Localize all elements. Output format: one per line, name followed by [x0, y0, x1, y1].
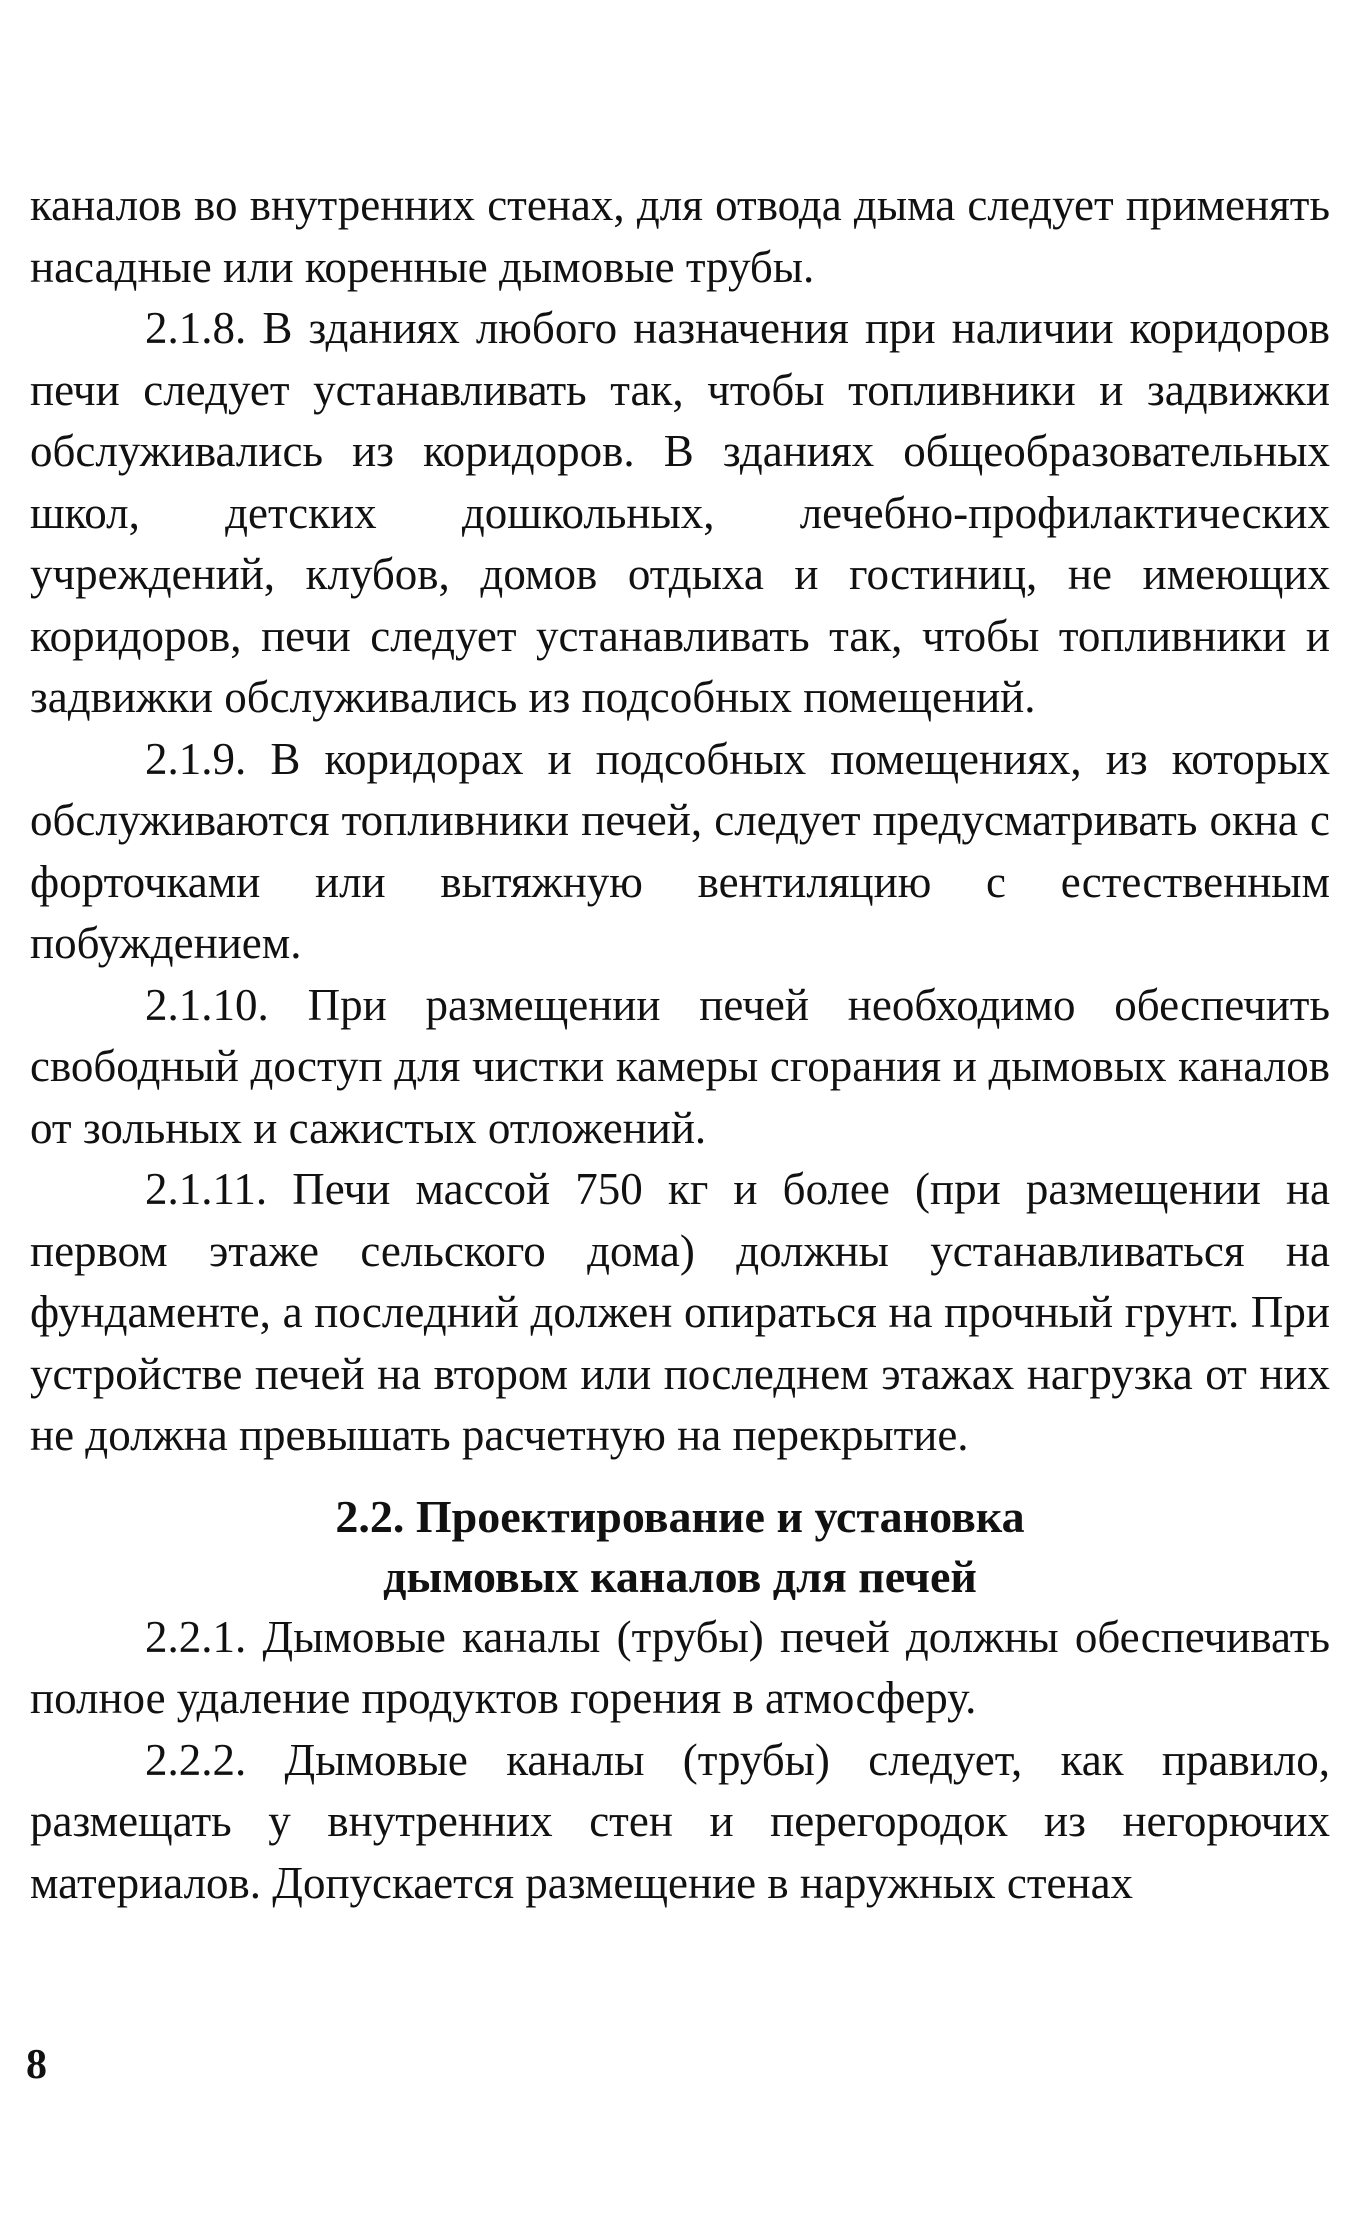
paragraph-2-1-10: 2.1.10. При размещении печей необходимо обеспечить свободный доступ для чистки камеры сгорания и дымовых каналов от зольных и сажистых отложений. [30, 979, 1330, 1153]
document-page [30, 175, 1330, 1914]
page-number: 8 [26, 2042, 47, 2088]
section-heading [30, 1467, 1330, 1607]
paragraph-2-1-9: 2.1.9. В коридорах и подсобных помещениях, из которых обслуживаются топливники печей, следует предусматривать окна с форточками или вытяжную вентиляцию с естественным побуждением. [30, 733, 1330, 968]
section-heading-line-2: дымовых каналов для печей [383, 1550, 977, 1602]
paragraph-2-1-8: 2.1.8. В зданиях любого назначения при наличии коридоров печи следует устанавливать так, чтобы топливники и задвижки обслуживались из коридоров. В зданиях общеобразовательных школ, детских дошкольных, лечебно-профилактических учреждений, клубов, домов отдыха и гостиниц, не имеющих коридоров, печи следует устанавливать так, чтобы топливники и задвижки обслуживались из подсобных помещений. [30, 303, 1330, 722]
section-heading-line-1: 2.2. Проектирование и установка [335, 1490, 1025, 1542]
paragraph-2-2-2: 2.2.2. Дымовые каналы (трубы) следует, как правило, размещать у внутренних стен и перегородок из негорючих материалов. Допускается размещение в наружных стенах [30, 1734, 1330, 1908]
paragraph-2-2-1: 2.2.1. Дымовые каналы (трубы) печей должны обеспечивать полное удаление продуктов горения в атмосферу. [30, 1611, 1330, 1723]
paragraph-2-1-11: 2.1.11. Печи массой 750 кг и более (при размещении на первом этаже сельского дома) должны устанавливаться на фундаменте, а последний должен опираться на прочный грунт. При устройстве печей на втором или последнем этажах нагрузка от них не должна превышать расчетную на перекрытие. [30, 1164, 1330, 1460]
paragraph-continued: каналов во внутренних стенах, для отвода дыма следует применять насадные или коренные дымовые трубы. [30, 180, 1330, 292]
